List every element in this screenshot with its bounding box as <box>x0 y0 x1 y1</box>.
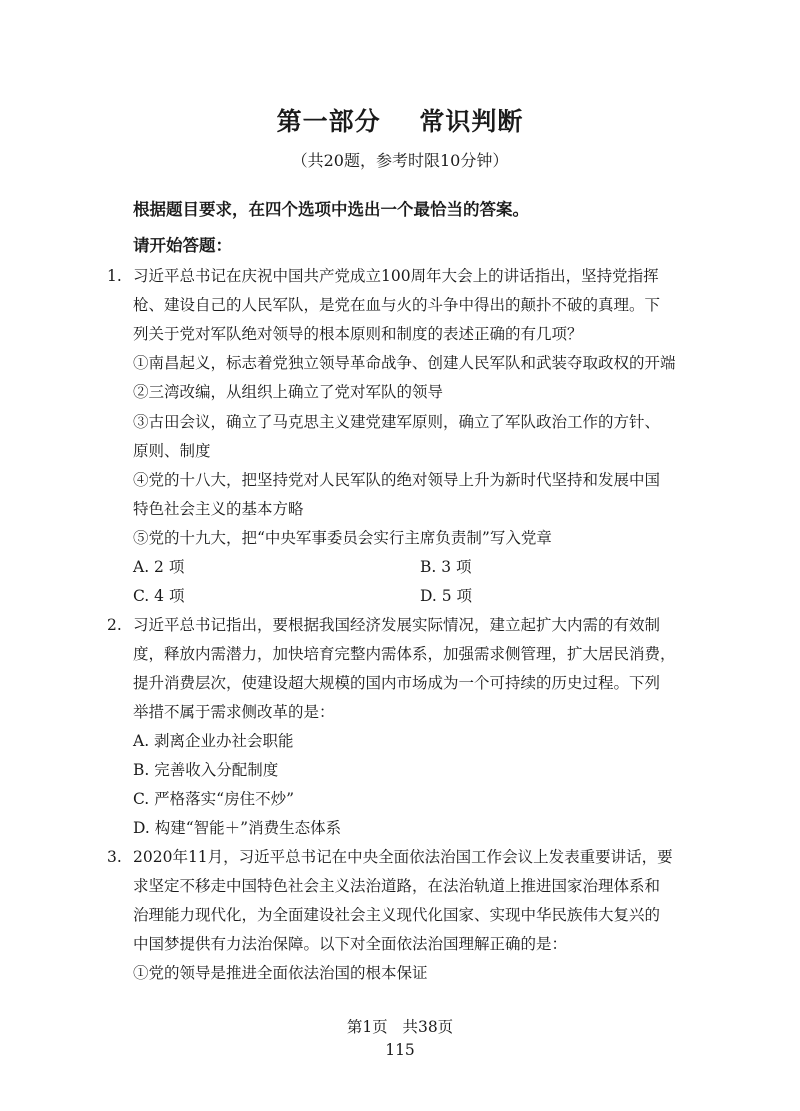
question-2-option-b: B. 完善收入分配制度 <box>133 761 279 779</box>
question-number-2: 2. <box>107 616 122 634</box>
question-1-line: ①南昌起义，标志着党独立领导革命战争、创建人民军队和武装夺取政权的开端 <box>133 354 676 372</box>
page-indicator: 第1页 共38页 <box>346 1018 454 1036</box>
question-number-1: 1. <box>107 267 122 285</box>
question-1-line: ⑤党的十九大，把“中央军事委员会实行主席负责制”写入党章 <box>133 529 552 547</box>
question-1-line: 原则、制度 <box>133 442 211 460</box>
question-3-line: 治理能力现代化，为全面建设社会主义现代化国家、实现中华民族伟大复兴的 <box>133 906 661 924</box>
question-1-option-c: C. 4 项 <box>133 587 185 605</box>
question-1-line: ③古田会议，确立了马克思主义建党建军原则，确立了军队政治工作的方针、 <box>133 413 661 431</box>
section-title: 第一部分 常识判断 <box>276 107 524 136</box>
question-1-line: 列关于党对军队绝对领导的根本原则和制度的表述正确的有几项？ <box>133 325 583 343</box>
question-1-option-a: A. 2 项 <box>133 558 185 576</box>
start-prompt: 请开始答题： <box>133 236 232 255</box>
question-3-line: ①党的领导是推进全面依法治国的根本保证 <box>133 964 428 982</box>
page-number: 115 <box>385 1041 415 1059</box>
section-subtitle: （共20题，参考时限10分钟） <box>291 151 509 170</box>
instruction-text: 根据题目要求，在四个选项中选出一个最恰当的答案。 <box>133 200 529 219</box>
question-2-option-a: A. 剥离企业办社会职能 <box>133 732 294 750</box>
question-1-line: 枪、建设自己的人民军队，是党在血与火的斗争中得出的颠扑不破的真理。下 <box>133 296 661 314</box>
question-2-line: 习近平总书记指出，要根据我国经济发展实际情况，建立起扩大内需的有效制 <box>133 616 661 634</box>
question-3-line: 求坚定不移走中国特色社会主义法治道路，在法治轨道上推进国家治理体系和 <box>133 877 661 895</box>
question-2-line: 提升消费层次，使建设超大规模的国内市场成为一个可持续的历史过程。下列 <box>133 674 661 692</box>
question-number-3: 3. <box>107 848 122 866</box>
question-1-line: ④党的十八大，把坚持党对人民军队的绝对领导上升为新时代坚持和发展中国 <box>133 471 661 489</box>
question-3-line: 2020年11月，习近平总书记在中央全面依法治国工作会议上发表重要讲话，要 <box>133 848 673 866</box>
question-1-option-d: D. 5 项 <box>420 587 473 605</box>
question-2-option-d: D. 构建“智能＋”消费生态体系 <box>133 819 342 837</box>
question-1-line: ②三湾改编，从组织上确立了党对军队的领导 <box>133 383 444 401</box>
question-1-option-b: B. 3 项 <box>420 558 472 576</box>
question-3-line: 中国梦提供有力法治保障。以下对全面依法治国理解正确的是： <box>133 935 568 953</box>
question-2-line: 举措不属于需求侧改革的是： <box>133 703 335 721</box>
question-1-line: 习近平总书记在庆祝中国共产党成立100周年大会上的讲话指出，坚持党指挥 <box>133 267 659 285</box>
question-2-option-c: C. 严格落实“房住不炒” <box>133 790 295 808</box>
question-1-line: 特色社会主义的基本方略 <box>133 500 304 518</box>
question-2-line: 度，释放内需潜力，加快培育完整内需体系，加强需求侧管理，扩大居民消费， <box>133 645 676 663</box>
